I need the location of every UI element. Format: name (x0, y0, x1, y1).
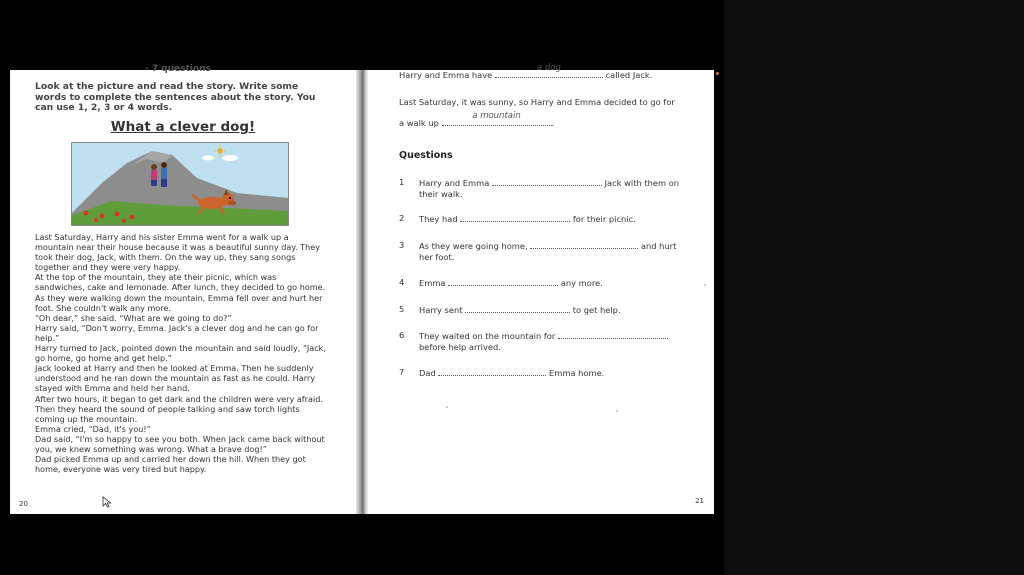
example-line-1: Harry and Emma have a dog called Jack. (399, 63, 653, 80)
story-illustration (71, 142, 289, 226)
page-number-right: 21 (695, 497, 704, 505)
paper-speck (616, 410, 618, 412)
story-paragraph: After two hours, it began to get dark and the children were very afraid. Then they heard the sound of people talking and saw torch lights coming up the mountain. (35, 393, 323, 424)
example-line-2b: a walk up a mountain . (399, 111, 555, 128)
mouse-cursor-icon (102, 496, 112, 508)
answer-blank[interactable] (465, 304, 570, 313)
story-title: What a clever dog! (110, 119, 256, 135)
handwritten-answer: a mountain (472, 111, 521, 121)
orange-marker (716, 72, 719, 75)
mountain-scene-illustration (72, 143, 288, 225)
story-paragraph: Emma cried, “Dad, it's you!” (35, 423, 151, 434)
book-spine (356, 70, 368, 514)
right-page: Harry and Emma have a dog called Jack. Last Saturday, it was sunny, so Harry and Emma decided to go for a walk up a mountain . Questions 1 Harry and Emma Jack with them on their walk. 2 They had for their picnic. 3 As they were going home, and hurt her foot. 4 Emma any more. 5 Harry sent to get help. 6 They waited on the mountain for before help arrived. 7 Dad Emma home. 21 (368, 70, 714, 514)
questions-heading: Questions (399, 150, 453, 161)
answer-blank[interactable] (460, 213, 570, 222)
story-paragraph: “Oh dear,” she said. “What are we going to do?” (35, 312, 232, 323)
answer-blank (495, 63, 603, 78)
paper-speck (704, 284, 706, 286)
dark-side-panel (724, 0, 1024, 575)
story-text (35, 232, 327, 474)
open-book (10, 63, 714, 514)
answer-blank[interactable] (492, 177, 602, 186)
story-paragraph: Last Saturday, Harry and his sister Emma went for a walk up a mountain near their house because it was a beautiful sunny day. They took their dog, Jack, with them. On the way up, they sang songs together and they were very happy. (35, 232, 321, 273)
handwritten-answer: a dog (536, 63, 561, 73)
answer-blank[interactable] (558, 330, 668, 339)
instructions: Look at the picture and read the story. Write some words to complete the sentences about the story. You can use 1, 2, 3 or 4 words. (35, 81, 316, 114)
section-header: - 7 questions (145, 64, 211, 74)
story-paragraph: At the top of the mountain, they ate their picnic, which was sandwiches, cake and lemonade. After lunch, they decided to go home. As they were walking down the mountain, Emma fell over and hurt her foot. She couldn't walk any more. (35, 272, 326, 313)
example-line-2a: Last Saturday, it was sunny, so Harry and Emma decided to go for (399, 97, 675, 107)
page-number-left: 20 (19, 500, 28, 508)
story-paragraph: Jack looked at Harry and then he looked at Emma. Then he suddenly understood and he ran down the mountain as fast as he could. Harry stayed with Emma and held her hand. (35, 363, 315, 394)
answer-blank[interactable] (438, 367, 546, 376)
story-paragraph: Dad said, “I'm so happy to see you both. When Jack came back without you, we knew something was wrong. What a brave dog!” (35, 433, 325, 454)
story-paragraph: Harry turned to Jack, pointed down the mountain and said loudly, “Jack, go home, go home and get help.” (35, 343, 326, 364)
paper-speck (446, 406, 448, 408)
story-paragraph: Harry said, “Don't worry, Emma. Jack's a clever dog and he can go for help.” (35, 322, 319, 343)
story-paragraph: Dad picked Emma up and carried her down the hill. When they got home, everyone was very tired but happy. (35, 454, 306, 475)
left-page (10, 64, 356, 514)
answer-blank[interactable] (530, 240, 638, 249)
answer-blank[interactable] (448, 277, 558, 286)
